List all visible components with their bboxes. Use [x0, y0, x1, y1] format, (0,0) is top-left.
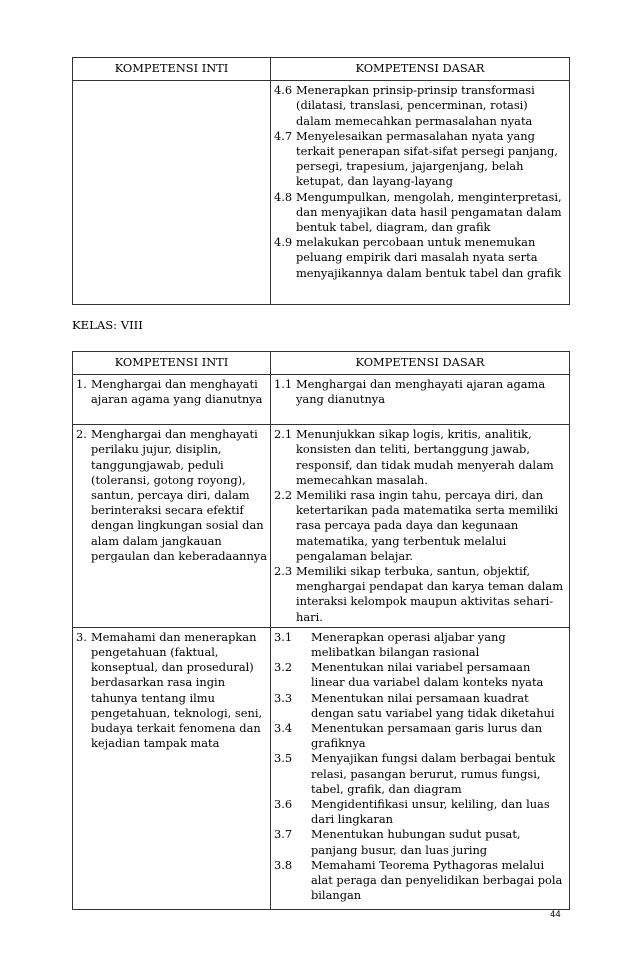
kd-item-text: Menentukan persamaan garis lurus dan grafiknya [311, 721, 543, 751]
kd-item [274, 235, 566, 281]
kd-item-text: Menerapkan operasi aljabar yang melibatkan bilangan rasional [311, 629, 506, 660]
header-kompetensi-inti: KOMPETENSI INTI [73, 58, 271, 81]
kd-item-text: Memiliki sikap terbuka, santun, objektif, menghargai pendapat dan karya teman dalam interaksi kelompok maupun aktivitas sehari-hari. [296, 564, 564, 624]
empty-ki-cell [73, 81, 271, 305]
kd-item [274, 797, 566, 827]
kd-item-number: 2.3 [274, 564, 293, 579]
kd-item-number: 2.2 [274, 488, 293, 503]
kd-item-text: Menentukan nilai variabel persamaan linear dua variabel dalam konteks nyata [311, 660, 544, 690]
kd-item-text: Mengidentifikasi unsur, keliling, dan luas dari lingkaran [311, 797, 550, 827]
kd-item [274, 377, 566, 407]
kd-cell [271, 627, 570, 909]
kd-item-text: Memiliki rasa ingin tahu, percaya diri, dan ketertarikan pada matematika serta memiliki rasa percaya pada daya dan kegunaan matematika, yang terbentuk melalui pengalaman belajar. [296, 488, 559, 563]
table-row [73, 375, 570, 425]
kd-item-number: 3.5 [274, 751, 293, 766]
ki-text: Menghargai dan menghayati perilaku jujur, disiplin, tanggungjawab, peduli (toleransi, gotong royong), santun, percaya diri, dalam berinteraksi secara efektif dengan lingkungan sosial dan alam dalam jangkauan pergaulan dan keberadaannya [91, 427, 268, 563]
kd-item-text: Menunjukkan sikap logis, kritis, analitik, konsisten dan teliti, bertanggung jawab, responsif, dan tidak mudah menyerah dalam memecahkan masalah. [296, 427, 554, 487]
kd-item-text: Memahami Teorema Pythagoras melalui alat peraga dan penyelidikan berbagai pola bilangan [311, 857, 563, 903]
kd-item-number: 3.4 [274, 721, 293, 736]
kd-item-number: 1.1 [274, 377, 293, 392]
kd-item [274, 83, 566, 129]
header-kompetensi-inti: KOMPETENSI INTI [73, 352, 271, 375]
kd-item [274, 751, 566, 797]
header-kompetensi-dasar: KOMPETENSI DASAR [271, 58, 570, 81]
kd-item-number: 3.6 [274, 797, 293, 812]
header-kompetensi-dasar: KOMPETENSI DASAR [271, 352, 570, 375]
kd-cell [271, 81, 570, 305]
kd-item [274, 858, 566, 904]
ki-number: 2. [76, 427, 87, 442]
ki-cell [73, 375, 271, 425]
kd-item [274, 660, 566, 690]
kd-item-number: 4.6 [274, 83, 293, 98]
kd-item-number: 3.3 [274, 690, 293, 705]
kd-item [274, 488, 566, 564]
kd-item [274, 427, 566, 488]
kd-item-text: Menyajikan fungsi dalam berbagai bentuk relasi, pasangan berurut, rumus fungsi, tabel, grafik, dan diagram [311, 751, 556, 796]
table-row [73, 627, 570, 909]
kd-item-text: Mengumpulkan, mengolah, menginterpretasi, dan menyajikan data hasil pengamatan dalam bentuk tabel, diagram, dan grafik [296, 189, 562, 235]
kd-item-number: 3.1 [274, 629, 293, 644]
kd-item-text: Menentukan nilai persamaan kuadrat dengan satu variabel yang tidak diketahui [311, 690, 555, 720]
kd-item [274, 827, 566, 857]
page-number: 44 [550, 910, 561, 920]
kd-item-number: 3.2 [274, 660, 293, 675]
ki-text: Menghargai dan menghayati ajaran agama yang dianutnya [91, 377, 263, 407]
kd-item [274, 190, 566, 236]
kd-item [274, 129, 566, 190]
kd-item-text: Menentukan hubungan sudut pusat, panjang busur, dan luas juring [311, 827, 521, 857]
kd-item-text: Menerapkan prinsip-prinsip transformasi (dilatasi, translasi, pencerminan, rotasi) dalam memecahkan permasalahan nyata [296, 83, 535, 128]
kd-item-text: Menghargai dan menghayati ajaran agama yang dianutnya [296, 377, 546, 407]
kd-cell [271, 375, 570, 425]
kd-item-number: 4.7 [274, 128, 293, 143]
kd-item-number: 3.8 [274, 857, 293, 872]
competency-table-continued [72, 57, 570, 305]
kd-item-text: melakukan percobaan untuk menemukan peluang empirik dari masalah nyata serta menyajikannya dalam bentuk tabel dan grafik [296, 235, 561, 280]
kd-item [274, 630, 566, 660]
kd-item-text: Menyelesaikan permasalahan nyata yang terkait penerapan sifat-sifat persegi panjang, persegi, trapesium, jajargenjang, belah ketupat, dan layang-layang [296, 128, 558, 189]
kd-item [274, 721, 566, 751]
kd-cell [271, 425, 570, 628]
kd-item-number: 2.1 [274, 427, 293, 442]
ki-number: 3. [76, 629, 87, 644]
ki-cell [73, 627, 271, 909]
ki-text: Memahami dan menerapkan pengetahuan (faktual, konseptual, dan prosedural) berdasarkan rasa ingin tahunya tentang ilmu pengetahuan, teknologi, seni, budaya terkait fenomena dan kejadian tampak mata [91, 629, 263, 751]
kd-item [274, 691, 566, 721]
ki-number: 1. [76, 377, 87, 392]
kd-item [274, 564, 566, 625]
class-label: KELAS: VIII [72, 318, 143, 332]
kd-item-number: 3.7 [274, 827, 293, 842]
kd-item-number: 4.8 [274, 189, 293, 204]
competency-table-viii [72, 351, 570, 910]
ki-cell [73, 425, 271, 628]
table-row [73, 425, 570, 628]
kd-item-number: 4.9 [274, 235, 293, 250]
